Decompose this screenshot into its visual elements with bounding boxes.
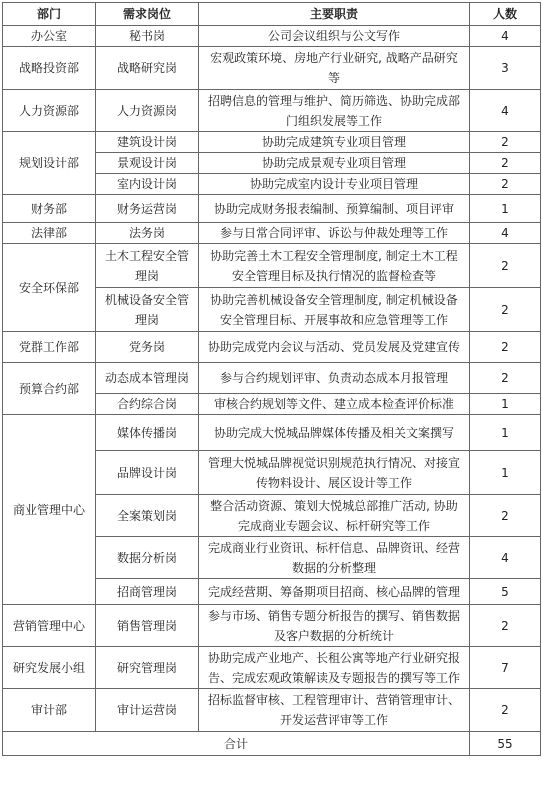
count-cell: 2 bbox=[470, 132, 541, 153]
table-row bbox=[3, 244, 541, 288]
department-cell: 商业管理中心 bbox=[3, 415, 96, 605]
table-row bbox=[3, 47, 541, 90]
position-cell: 景观设计岗 bbox=[96, 153, 199, 174]
count-cell: 2 bbox=[470, 174, 541, 195]
department-cell: 预算合约部 bbox=[3, 363, 96, 415]
table-row bbox=[3, 132, 541, 153]
total-label: 合计 bbox=[3, 732, 470, 756]
position-cell: 数据分析岗 bbox=[96, 537, 199, 579]
department-cell: 党群工作部 bbox=[3, 332, 96, 363]
duty-cell: 完成经营期、筹备期项目招商、核心品牌的管理 bbox=[199, 579, 470, 605]
department-cell: 审计部 bbox=[3, 689, 96, 732]
count-cell: 2 bbox=[470, 689, 541, 732]
count-cell: 2 bbox=[470, 495, 541, 537]
header-count: 人数 bbox=[470, 3, 541, 26]
count-cell: 2 bbox=[470, 153, 541, 174]
position-cell: 合约综合岗 bbox=[96, 394, 199, 415]
table-row bbox=[3, 90, 541, 132]
duty-cell: 宏观政策环境、房地产行业研究, 战略产品研究等 bbox=[199, 47, 470, 90]
table-row bbox=[3, 363, 541, 394]
count-cell: 4 bbox=[470, 26, 541, 47]
count-cell: 1 bbox=[470, 451, 541, 495]
count-cell: 1 bbox=[470, 394, 541, 415]
position-cell: 室内设计岗 bbox=[96, 174, 199, 195]
duty-cell: 招标监督审核、工程管理审计、营销管理审计、开发运营评审等工作 bbox=[199, 689, 470, 732]
department-cell: 研究发展小组 bbox=[3, 647, 96, 689]
position-cell: 土木工程安全管理岗 bbox=[96, 244, 199, 288]
count-cell: 4 bbox=[470, 90, 541, 132]
duty-cell: 协助完成室内设计专业项目管理 bbox=[199, 174, 470, 195]
department-cell: 法律部 bbox=[3, 223, 96, 244]
duty-cell: 协助完成建筑专业项目管理 bbox=[199, 132, 470, 153]
count-cell: 5 bbox=[470, 579, 541, 605]
position-cell: 全案策划岗 bbox=[96, 495, 199, 537]
duty-cell: 协助完成产业地产、长租公寓等地产行业研究报告、完成宏观政策解读及专题报告的撰写等工作 bbox=[199, 647, 470, 689]
position-cell: 研究管理岗 bbox=[96, 647, 199, 689]
duty-cell: 协助完成党内会议与活动、党员发展及党建宣传 bbox=[199, 332, 470, 363]
duty-cell: 协助完成财务报表编制、预算编制、项目评审 bbox=[199, 195, 470, 223]
duty-cell: 管理大悦城品牌视觉识别规范执行情况、对接宣传物料设计、展区设计等工作 bbox=[199, 451, 470, 495]
count-cell: 2 bbox=[470, 363, 541, 394]
duty-cell: 整合活动资源、策划大悦城总部推广活动, 协助完成商业专题会议、标杆研究等工作 bbox=[199, 495, 470, 537]
duty-cell: 协助完善机械设备安全管理制度, 制定机械设备安全管理目标、开展事故和应急管理等工作 bbox=[199, 288, 470, 332]
position-cell: 秘书岗 bbox=[96, 26, 199, 47]
position-cell: 销售管理岗 bbox=[96, 605, 199, 647]
total-row bbox=[3, 732, 541, 756]
position-cell: 招商管理岗 bbox=[96, 579, 199, 605]
header-duty: 主要职责 bbox=[199, 3, 470, 26]
position-cell: 品牌设计岗 bbox=[96, 451, 199, 495]
count-cell: 2 bbox=[470, 288, 541, 332]
position-cell: 机械设备安全管理岗 bbox=[96, 288, 199, 332]
table-row bbox=[3, 689, 541, 732]
count-cell: 2 bbox=[470, 332, 541, 363]
position-cell: 动态成本管理岗 bbox=[96, 363, 199, 394]
duty-cell: 公司会议组织与公文写作 bbox=[199, 26, 470, 47]
position-cell: 法务岗 bbox=[96, 223, 199, 244]
department-cell: 财务部 bbox=[3, 195, 96, 223]
count-cell: 4 bbox=[470, 537, 541, 579]
duty-cell: 协助完成景观专业项目管理 bbox=[199, 153, 470, 174]
department-cell: 战略投资部 bbox=[3, 47, 96, 90]
department-cell: 办公室 bbox=[3, 26, 96, 47]
department-cell: 规划设计部 bbox=[3, 132, 96, 195]
table-row bbox=[3, 223, 541, 244]
duty-cell: 协助完善土木工程安全管理制度, 制定土木工程安全管理目标及执行情况的监督检查等 bbox=[199, 244, 470, 288]
position-cell: 财务运营岗 bbox=[96, 195, 199, 223]
department-cell: 安全环保部 bbox=[3, 244, 96, 332]
count-cell: 7 bbox=[470, 647, 541, 689]
count-cell: 1 bbox=[470, 195, 541, 223]
position-cell: 人力资源岗 bbox=[96, 90, 199, 132]
count-cell: 2 bbox=[470, 244, 541, 288]
table-row bbox=[3, 605, 541, 647]
position-cell: 媒体传播岗 bbox=[96, 415, 199, 451]
table-row bbox=[3, 415, 541, 451]
header-department: 部门 bbox=[3, 3, 96, 26]
table-row bbox=[3, 647, 541, 689]
duty-cell: 审核合约规划等文件、建立成本检查评价标准 bbox=[199, 394, 470, 415]
count-cell: 3 bbox=[470, 47, 541, 90]
duty-cell: 协助完成大悦城品牌媒体传播及相关文案撰写 bbox=[199, 415, 470, 451]
count-cell: 1 bbox=[470, 415, 541, 451]
table-body bbox=[3, 26, 541, 732]
duty-cell: 参与合约规划评审、负责动态成本月报管理 bbox=[199, 363, 470, 394]
count-cell: 2 bbox=[470, 605, 541, 647]
table-header-row bbox=[3, 3, 541, 26]
duty-cell: 招聘信息的管理与维护、简历筛选、协助完成部门组织发展等工作 bbox=[199, 90, 470, 132]
duty-cell: 参与日常合同评审、诉讼与仲裁处理等工作 bbox=[199, 223, 470, 244]
table-row bbox=[3, 26, 541, 47]
recruitment-table bbox=[2, 2, 541, 756]
total-value: 55 bbox=[470, 732, 541, 756]
department-cell: 营销管理中心 bbox=[3, 605, 96, 647]
position-cell: 建筑设计岗 bbox=[96, 132, 199, 153]
department-cell: 人力资源部 bbox=[3, 90, 96, 132]
duty-cell: 完成商业行业资讯、标杆信息、品牌资讯、经营数据的分析整理 bbox=[199, 537, 470, 579]
position-cell: 审计运营岗 bbox=[96, 689, 199, 732]
position-cell: 战略研究岗 bbox=[96, 47, 199, 90]
count-cell: 4 bbox=[470, 223, 541, 244]
table-row bbox=[3, 195, 541, 223]
table-row bbox=[3, 332, 541, 363]
position-cell: 党务岗 bbox=[96, 332, 199, 363]
header-position: 需求岗位 bbox=[96, 3, 199, 26]
duty-cell: 参与市场、销售专题分析报告的撰写、销售数据及客户数据的分析统计 bbox=[199, 605, 470, 647]
